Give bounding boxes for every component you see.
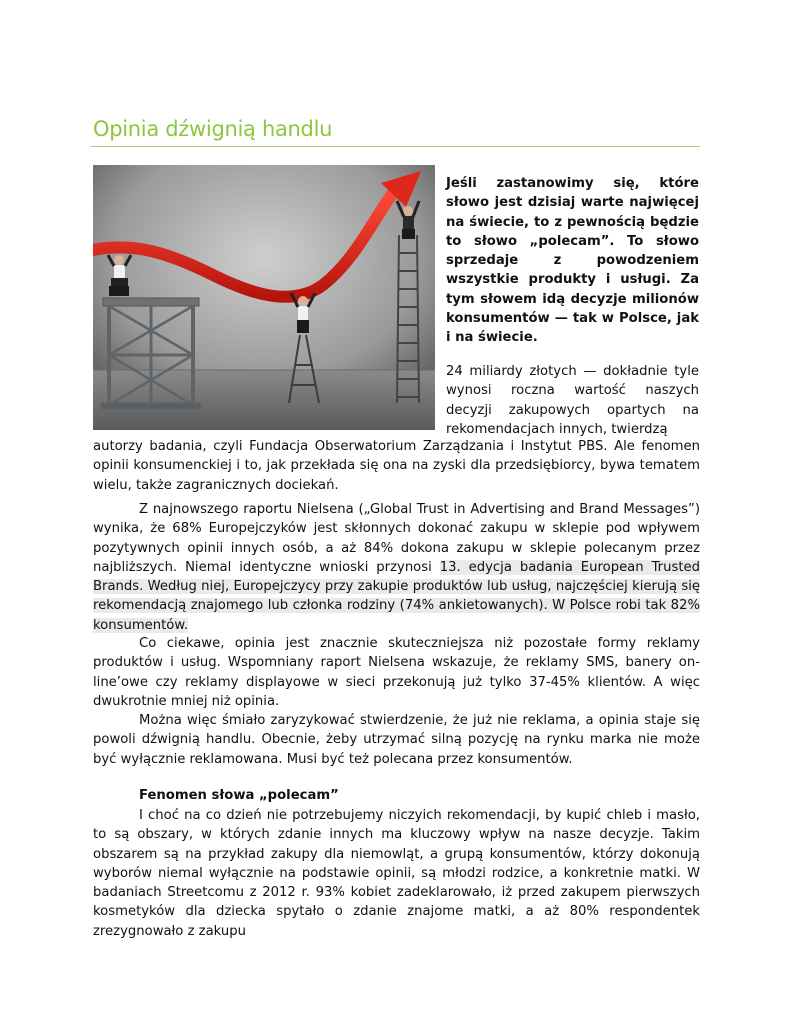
paragraph-2-text: Z najnowszego raportu Nielsena („Global Trust in Advertising and Brand Messages”) wynika, że 68% Europejczyków jest skłonnych dokonać zakupu w sklepie pod wpływem pozytywnych opinii innych osób, a aż 84% dokona zakupu w sklepie polecanym przez najbliższych. Niemal identyczne wnioski przynosi <box>93 502 700 575</box>
paragraph-3 <box>93 634 700 711</box>
paragraph-1-continuation: autorzy badania, czyli Fundacja Obserwatorium Zarządzania i Instytut PBS. Ale fenomen opinii konsumenckiej i to, jak przekłada się ona na zyski dla przedsiębiorcy, bywa tematem wielu, także zagranicznych dociekań. <box>93 439 700 493</box>
page-title: Opinia dźwignią handlu <box>93 117 333 141</box>
growth-arrow-photo <box>93 165 435 430</box>
paragraph-5 <box>93 806 700 941</box>
paragraph-5-text: I choć na co dzień nie potrzebujemy niczyich rekomendacji, by kupić chleb i masło, to są obszary, w których zdanie innych ma kluczowy wpływ na nasze decyzje. Takim obszarem są na przykład zakupy dla niemowląt, a grupą konsumentów, którzy dokonują wyborów niemal wyłącznie na podstawie opinii, są młodzi rodzice, a konkretnie matki. W badaniach Streetcomu z 2012 r. 93% kobiet zadeklarowało, iż przed zakupem pierwszych kosmetyków dla dziecka spytało o zdanie znajome matki, a aż 80% respondentek zrezygnowało z zakupu <box>93 808 700 939</box>
paragraph-3-text: Co ciekawe, opinia jest znacznie skuteczniejsza niż pozostałe formy reklamy produktów i usług. Wspomniany raport Nielsena wskazuje, że reklamy SMS, banery on-line’owe czy reklamy displayowe w sieci przekonują już tylko 37-45% klientów. A więc dwukrotnie mniej niż opinia. <box>93 636 700 709</box>
paragraph-2 <box>93 500 700 635</box>
lead-paragraph: Jeśli zastanowimy się, które słowo jest dzisiaj warte najwięcej na świecie, to z pewnością będzie to słowo „polecam”. To słowo sprzedaje z powodzeniem wszystkie produkty i usługi. Za tym słowem idą decyzje milionów konsumentów — tak w Polsce, jak i na świecie. <box>446 176 699 346</box>
section-subheading: Fenomen słowa „polecam” <box>139 788 339 803</box>
paragraph-4-text: Można więc śmiało zaryzykować stwierdzenie, że już nie reklama, a opinia staje się powoli dźwignią handlu. Obecnie, żeby utrzymać silną pozycję na rynku marka nie może być wyłącznie reklamowana. Musi być też polecana przez konsumentów. <box>93 713 700 767</box>
paragraph-2-highlighted-text: 13. edycja badania European Trusted Brands. Według niej, Europejczycy przy zakupie produktów lub usług, najczęściej kierują się rekomendacją znajomego lub członka rodziny (74% ankietowanych). W Polsce robi tak 82% konsumentów. <box>93 559 700 633</box>
paragraph-4 <box>93 711 700 769</box>
paragraph-1-side: 24 miliardy złotych — dokładnie tyle wynosi roczna wartość naszych decyzji zakupowych opartych na rekomendacjach innych, twierdzą <box>446 364 699 437</box>
title-underline <box>91 146 700 147</box>
